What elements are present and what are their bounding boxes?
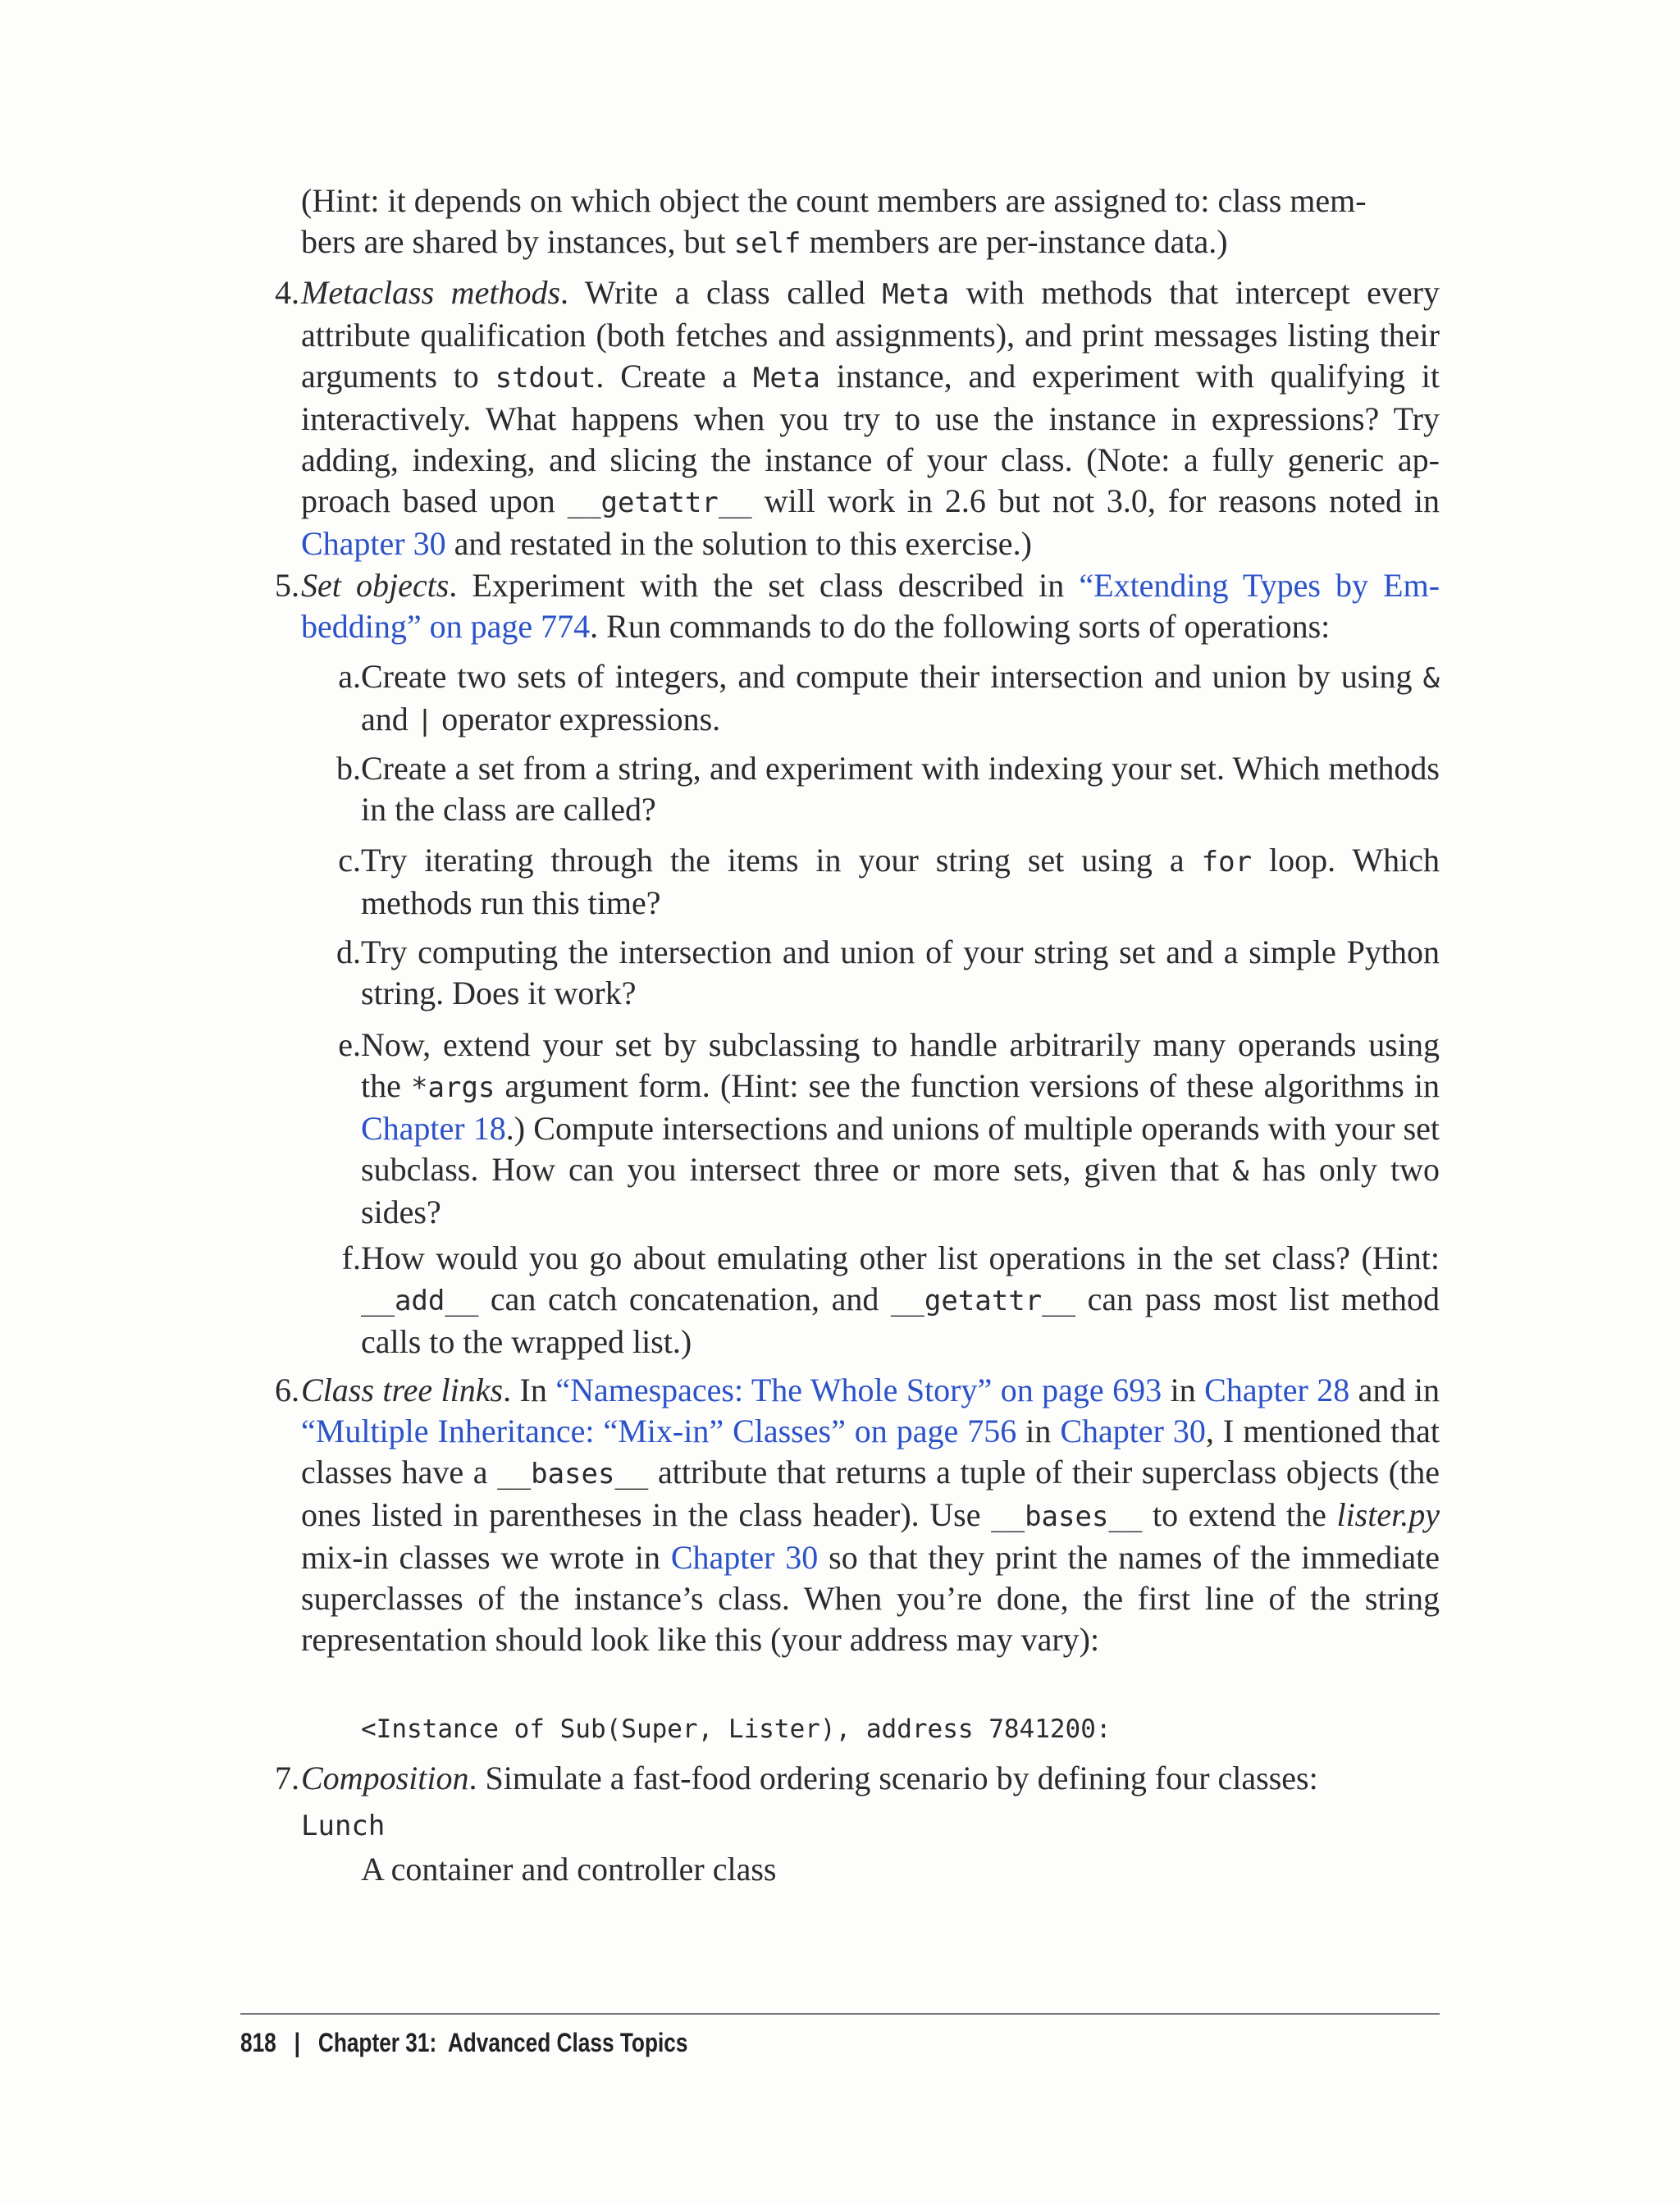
exercise-7-body <box>301 1758 1440 1799</box>
exercise-5d-body <box>361 932 1440 1014</box>
code-self: self <box>733 227 801 260</box>
link-chapter-30[interactable]: Chapter 30 <box>670 1539 819 1576</box>
page-footer <box>240 2026 687 2059</box>
text: . In <box>503 1372 556 1408</box>
definition-lunch: A container and controller class <box>361 1851 777 1888</box>
code-bases: __bases__ <box>497 1458 649 1491</box>
chapter-title: Chapter 31: Advanced Class Topics <box>317 2028 688 2057</box>
text: loop. Which methods run this time? <box>361 842 1440 921</box>
text: . Run commands to do the following sorts of operations: <box>590 608 1331 645</box>
code-getattr: __getattr__ <box>567 486 752 519</box>
code-args: *args <box>411 1071 495 1104</box>
code-meta: Meta <box>882 278 950 311</box>
link-multiple-inheritance[interactable]: “Multiple Inheritance: “Mix-in” Classes” on page 756 <box>301 1413 1017 1449</box>
exercise-title: Metaclass methods <box>301 274 561 311</box>
hint-line-1: (Hint: it depends on which object the count members are assigned to: class mem- <box>301 182 1367 219</box>
text: How would you go about emulating other list operations in the set class? (Hint: <box>361 1239 1440 1276</box>
link-chapter-28[interactable]: Chapter 28 <box>1204 1372 1350 1408</box>
link-chapter-18[interactable]: Chapter 18 <box>361 1110 506 1147</box>
link-chapter-30[interactable]: Chapter 30 <box>301 525 446 562</box>
code-getattr: __getattr__ <box>890 1285 1076 1317</box>
text: , I mentioned that classes have a <box>301 1413 1440 1491</box>
item-number: 5. <box>275 567 299 604</box>
exercise-title: Set objects <box>301 567 450 604</box>
text: and restated in the solution to this exercise.) <box>445 525 1032 562</box>
footer-divider <box>240 2013 1440 2015</box>
text: instance, and experiment with qualifying it interactively. What happens when you try to use the instance in expressions? Try adding, indexing, and slicing the instance of your class. (Note: a fully generic approach based upon <box>301 358 1440 519</box>
code-stdout: stdout <box>495 362 596 395</box>
footer-separator: | <box>294 2028 300 2057</box>
code-example: <Instance of Sub(Super, Lister), address 7841200: <box>361 1714 1112 1744</box>
text: .) Compute intersections and unions of multiple operands with your set subclass. How can you intersect three or more sets, given that <box>361 1110 1440 1188</box>
text: in <box>1162 1372 1205 1408</box>
text: operator expressions. <box>433 701 721 737</box>
exercise-5f-body <box>361 1238 1440 1363</box>
text: in <box>1016 1413 1061 1449</box>
text: argument form. (Hint: see the function versions of these algorithms in <box>495 1067 1440 1104</box>
text: Create a set from a string, and experiment with indexing your set. Which methods in the class are called? <box>361 750 1440 828</box>
link-extending-types[interactable]: “Extending Types by Embedding” on page 774 <box>301 567 1440 645</box>
text: . Simulate a fast-food ordering scenario by defining four classes: <box>468 1760 1318 1796</box>
item-number: 4. <box>275 274 299 311</box>
text: with methods that intercept every attribute qualification (both fetches and assignments), and print messages listing their arguments to <box>301 274 1440 395</box>
text: and <box>361 701 417 737</box>
text: will work in 2.6 but not 3.0, for reasons noted in <box>751 482 1440 519</box>
text: Now, extend your set by subclassing to handle arbitrarily many operands using the <box>361 1026 1440 1104</box>
link-namespaces[interactable]: “Namespaces: The Whole Story” on page 693 <box>555 1372 1162 1408</box>
sub-item-letter: b. <box>336 750 361 787</box>
text: . Create a <box>596 358 753 395</box>
link-chapter-30[interactable]: Chapter 30 <box>1060 1413 1206 1449</box>
term-lunch: Lunch <box>301 1810 386 1842</box>
item-number: 7. <box>275 1760 299 1796</box>
filename-lister: lister.py <box>1336 1496 1440 1533</box>
text: Try iterating through the items in your string set using a <box>361 842 1202 879</box>
exercise-5-body <box>301 565 1440 647</box>
sub-item-letter: f. <box>341 1239 361 1276</box>
text: can pass most list method calls to the wrapped list.) <box>361 1281 1440 1360</box>
code-meta: Meta <box>752 362 820 395</box>
text: and in <box>1349 1372 1440 1408</box>
hint-continuation <box>301 180 1440 264</box>
page-number: 818 <box>240 2028 276 2057</box>
exercise-5e-body <box>361 1025 1440 1233</box>
text: . Write a class called <box>560 274 883 311</box>
sub-item-letter: e. <box>338 1026 361 1063</box>
text: has only two sides? <box>361 1151 1440 1230</box>
text: so that they print the names of the immediate superclasses of the instance’s class. When you’re done, the first line of the string representation should look like this (your address may vary): <box>301 1539 1440 1658</box>
sub-item-letter: d. <box>336 934 361 970</box>
hint-text-end: members are per-instance data.) <box>801 223 1228 260</box>
item-number: 6. <box>275 1372 299 1408</box>
text: Try computing the intersection and union of your string set and a simple Python string. Does it work? <box>361 934 1440 1011</box>
exercise-5a-body <box>361 656 1440 742</box>
exercise-5b-body <box>361 748 1440 830</box>
hint-text: bers are shared by instances, but <box>301 223 734 260</box>
exercise-6-body <box>301 1370 1440 1660</box>
exercise-title: Class tree links <box>301 1372 504 1408</box>
code-ampersand: & <box>1232 1155 1249 1188</box>
text: can catch concatenation, and <box>478 1281 891 1317</box>
sub-item-letter: a. <box>338 658 361 695</box>
code-add: __add__ <box>361 1285 479 1317</box>
text: attribute that returns a tuple of their superclass objects (the ones listed in parentheses in the class header). Use <box>301 1454 1440 1533</box>
text: to extend the <box>1142 1496 1337 1533</box>
sub-item-letter: c. <box>338 842 361 879</box>
code-bases: __bases__ <box>991 1500 1143 1533</box>
code-for: for <box>1201 846 1253 879</box>
exercise-title: Composition <box>301 1760 469 1796</box>
code-ampersand: & <box>1422 662 1440 695</box>
text: Create two sets of integers, and compute their intersection and union by using <box>361 658 1423 695</box>
code-pipe: | <box>416 705 434 737</box>
exercise-5c-body <box>361 840 1440 924</box>
text: . Experiment with the set class described in <box>449 567 1080 604</box>
text: mix-in classes we wrote in <box>301 1539 671 1576</box>
exercise-4-body <box>301 272 1440 564</box>
